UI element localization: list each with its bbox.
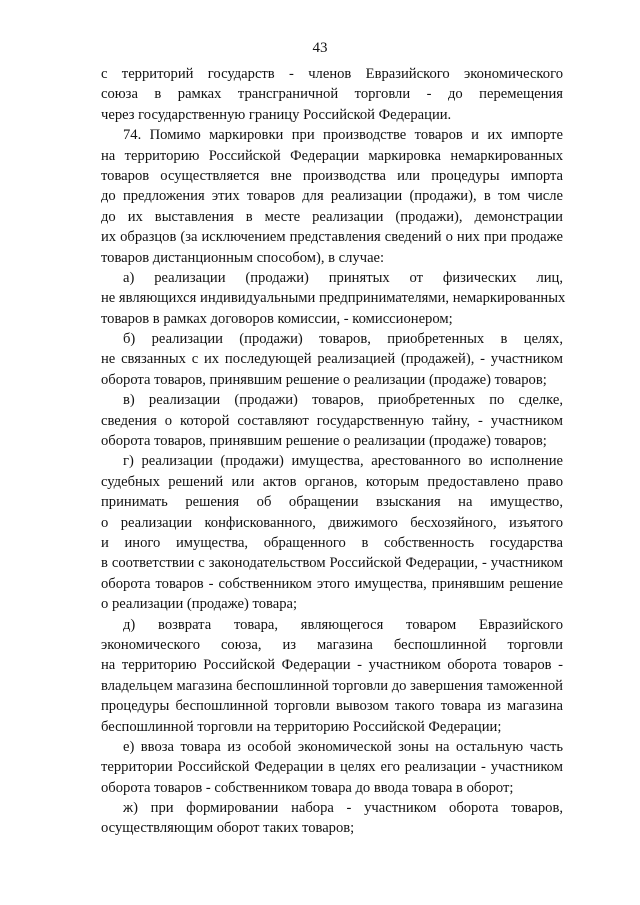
text-line: д) возврата товара, являющегося товаром Евразийского (123, 616, 563, 633)
text-line: судебных решений или актов органов, которым предоставлено право (101, 473, 563, 490)
text-line: б) реализации (продажи) товаров, приобретенных в целях, (123, 331, 563, 348)
paragraph (101, 64, 563, 125)
body-text (101, 64, 566, 839)
text-line: через государственную границу Российской Федерации. (101, 106, 452, 123)
paragraph (101, 798, 563, 839)
text-line: их образцов (за исключением представления сведений о них при продаже (101, 229, 563, 246)
text-line: до предложения этих товаров для реализации (продажи), в том числе (101, 188, 563, 205)
paragraph (101, 737, 563, 798)
text-line: а) реализации (продажи) принятых от физических лиц, (123, 269, 563, 286)
text-line: владельцем магазина беспошлинной торговли до завершения таможенной (101, 677, 563, 694)
paragraph (101, 268, 566, 329)
text-line: оборота товаров - собственником этого имущества, принявшим решение (101, 575, 563, 592)
text-line: ж) при формировании набора - участником оборота товаров, (123, 800, 563, 817)
text-line: на территорию Российской Федерации - участником оборота товаров - (101, 657, 563, 674)
paragraph (101, 125, 563, 268)
text-line: принимать решения об обращении взыскания на имущество, (101, 494, 563, 511)
page-number: 43 (312, 40, 328, 56)
text-line: не связанных с их последующей реализацией (продажей), - участником (101, 351, 563, 368)
text-line: 74. Помимо маркировки при производстве товаров и их импорте (123, 127, 563, 144)
text-line: союза в рамках трансграничной торговли - до перемещения (101, 86, 563, 103)
text-line: сведения о которой составляют государственную тайну, - участником (101, 412, 563, 429)
text-line: товаров дистанционным способом), в случае: (101, 249, 385, 266)
text-line: товаров в рамках договоров комиссии, - комиссионером; (101, 310, 453, 327)
text-line: не являющихся индивидуальными предпринимателями, немаркированных (101, 290, 566, 307)
text-line: беспошлинной торговли на территорию Российской Федерации; (101, 718, 502, 735)
text-line: г) реализации (продажи) имущества, арестованного во исполнение (123, 453, 563, 470)
paragraph (101, 451, 563, 614)
text-line: о реализации конфискованного, движимого бесхозяйного, изъятого (101, 514, 563, 531)
text-line: в соответствии с законодательством Российской Федерации, - участником (101, 555, 563, 572)
text-line: территории Российской Федерации в целях его реализации - участником (101, 759, 563, 776)
text-line: экономического союза, из магазина беспошлинной торговли (101, 636, 563, 653)
text-line: в) реализации (продажи) товаров, приобретенных по сделке, (123, 392, 563, 409)
paragraph (101, 329, 563, 390)
paragraph (101, 390, 563, 451)
text-line: оборота товаров, принявшим решение о реализации (продаже) товаров; (101, 371, 547, 388)
text-line: и иного имущества, обращенного в собственность государства (101, 534, 563, 551)
text-line: с территорий государств - членов Евразийского экономического (101, 66, 563, 82)
text-line: на территорию Российской Федерации маркировка немаркированных (101, 147, 563, 164)
text-line: о реализации (продаже) товара; (101, 596, 298, 613)
text-line: процедуры беспошлинной торговли вывозом такого товара из магазина (101, 698, 563, 715)
text-line: товаров осуществляется вне производства или процедуры импорта (101, 167, 563, 184)
text-line: оборота товаров - собственником товара до ввода товара в оборот; (101, 779, 514, 796)
text-line: оборота товаров, принявшим решение о реализации (продаже) товаров; (101, 433, 547, 450)
paragraph (101, 615, 563, 737)
text-line: е) ввоза товара из особой экономической зоны на остальную часть (123, 738, 563, 755)
text-line: осуществляющим оборот таких товаров; (101, 820, 355, 837)
text-line: до их выставления в месте реализации (продажи), демонстрации (101, 208, 563, 225)
